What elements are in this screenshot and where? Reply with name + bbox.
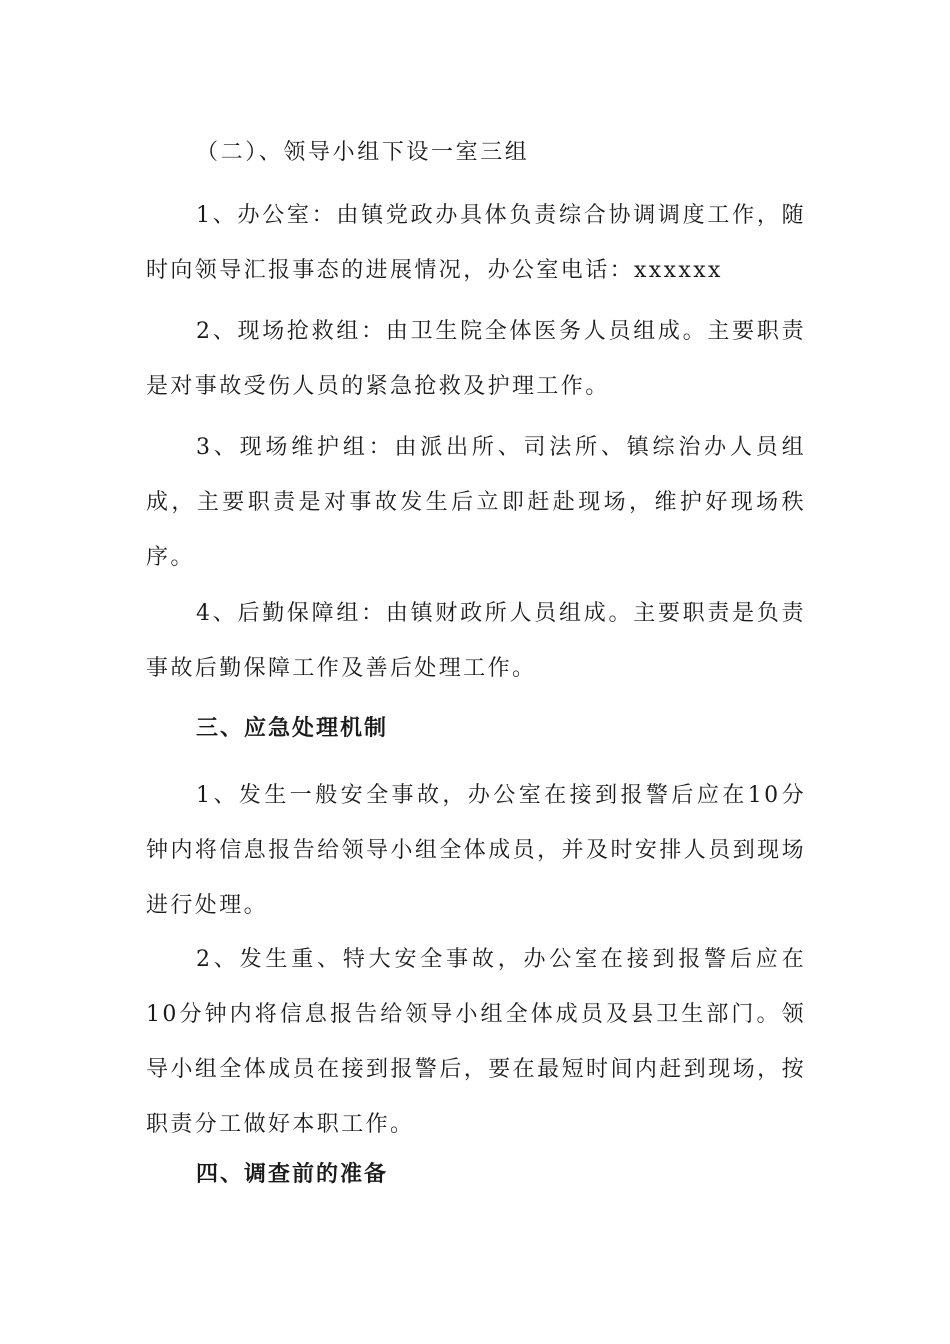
subheading-leadership-structure: （二）、领导小组下设一室三组 — [196, 140, 530, 165]
paragraph-order-group: 3、现场维护组：由派出所、司法所、镇综治办人员组成，主要职责是对事故发生后立即赶赴现场，维护好现场秩序。 — [146, 435, 806, 570]
paragraph-rescue-group: 2、现场抢救组：由卫生院全体医务人员组成。主要职责是对事故受伤人员的紧急抢救及护理工作。 — [146, 319, 806, 399]
paragraph-mechanism-major: 2、发生重、特大安全事故，办公室在接到报警后应在10分钟内将信息报告给领导小组全体成员及县卫生部门。领导小组全体成员在接到报警后，要在最短时间内赶到现场，按职责分工做好本职工作。 — [146, 947, 806, 1137]
section-heading-emergency-mechanism: 三、应急处理机制 — [196, 716, 389, 741]
paragraph-mechanism-general: 1、发生一般安全事故，办公室在接到报警后应在10分钟内将信息报告给领导小组全体成员，并及时安排人员到现场进行处理。 — [146, 783, 806, 918]
paragraph-office: 1、办公室：由镇党政办具体负责综合协调调度工作，随时向领导汇报事态的进展情况，办公室电话：xxxxxx — [146, 203, 806, 283]
section-heading-investigation-prep: 四、调查前的准备 — [196, 1162, 389, 1187]
paragraph-logistics-group: 4、后勤保障组：由镇财政所人员组成。主要职责是负责事故后勤保障工作及善后处理工作。 — [146, 601, 806, 681]
